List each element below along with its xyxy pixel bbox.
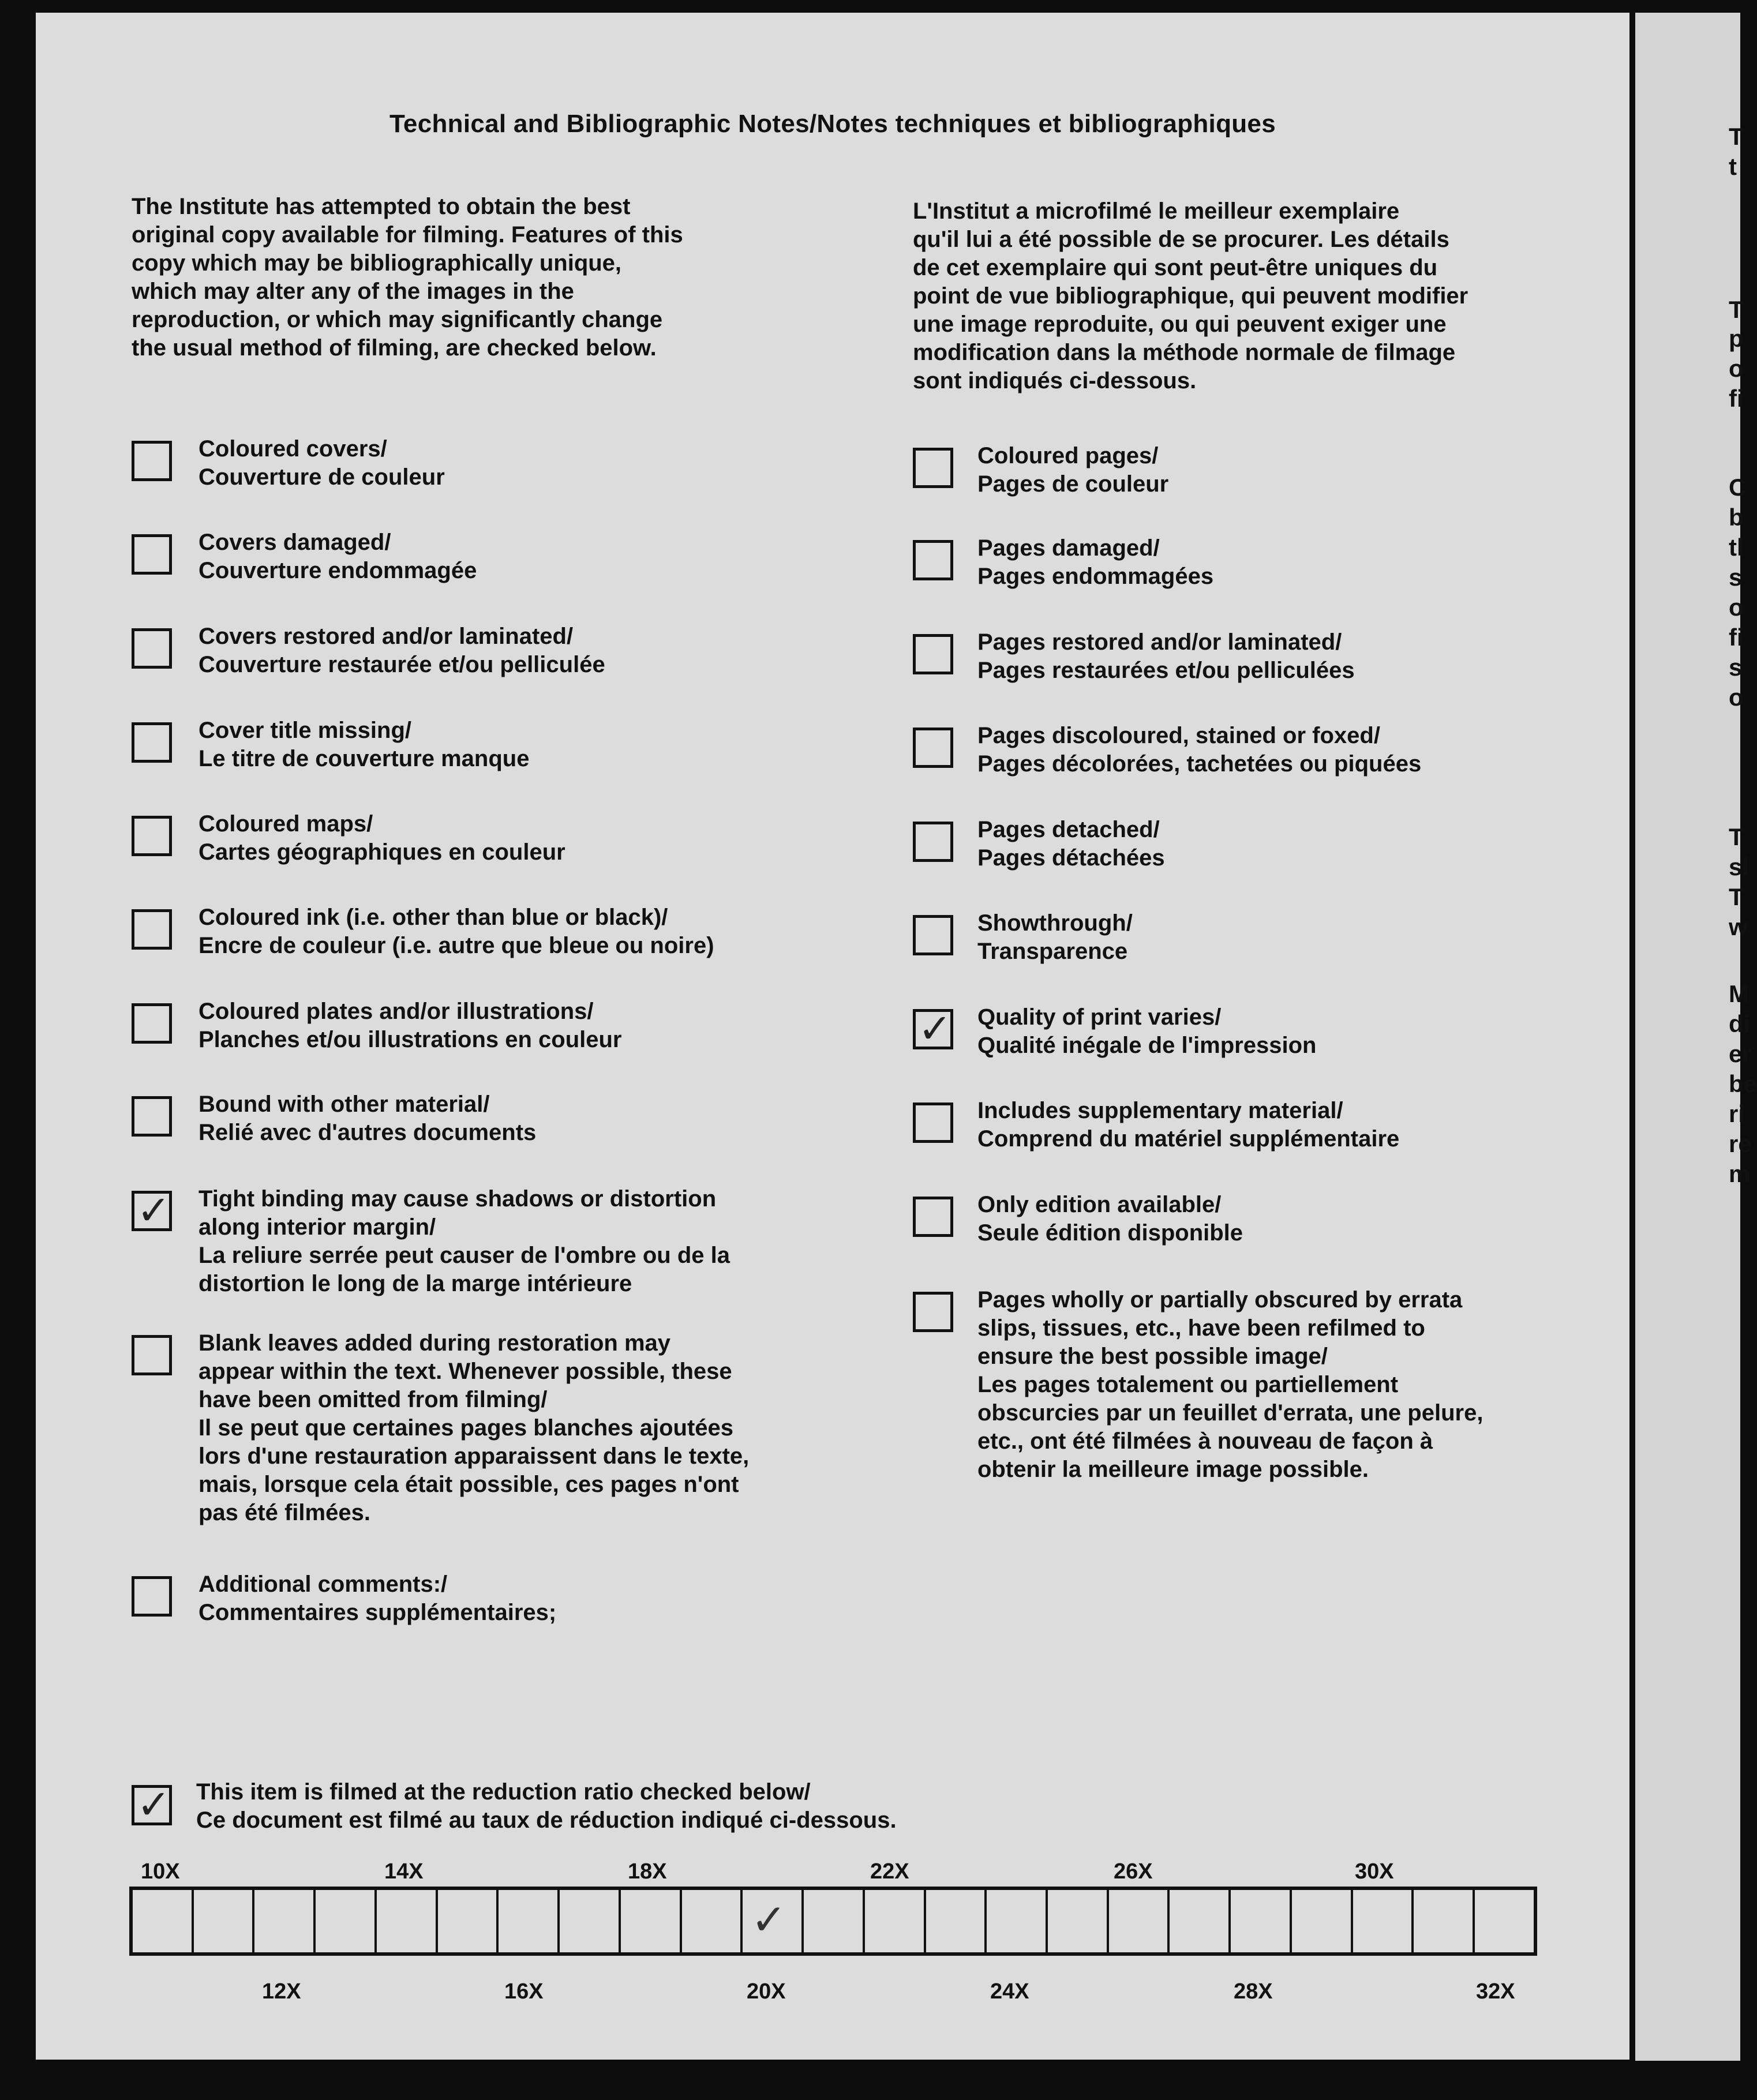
- right-checkbox-1[interactable]: [913, 540, 953, 580]
- ratio-label-bottom-4: 28X: [1234, 1979, 1273, 2004]
- notes-sheet: [36, 13, 1629, 2060]
- left-item-label-4: [198, 810, 565, 867]
- left-checkbox-8[interactable]: [132, 1187, 172, 1234]
- adjacent-page-fragment: sl: [1729, 853, 1749, 880]
- reduction-label: [196, 1778, 897, 1835]
- adjacent-page-fragment: C: [1729, 474, 1747, 501]
- ratio-cell-2[interactable]: [254, 1890, 316, 1952]
- adjacent-page-fragment: fi: [1729, 385, 1744, 412]
- adjacent-page-fragment: m: [1729, 1160, 1751, 1187]
- adjacent-page-fragment: tl: [1729, 534, 1744, 561]
- adjacent-page-fragment: T: [1729, 123, 1744, 150]
- adjacent-page-fragment: T: [1729, 296, 1744, 323]
- left-checkbox-0[interactable]: [132, 441, 172, 481]
- ratio-label-bottom-0: 12X: [262, 1979, 301, 2004]
- right-item-9-line-3: Les pages totalement ou partiellement: [977, 1372, 1399, 1397]
- left-checkbox-4[interactable]: [132, 816, 172, 856]
- adjacent-page-fragment: s: [1729, 654, 1743, 681]
- right-item-9-line-6: obtenir la meilleure image possible.: [977, 1457, 1369, 1482]
- right-item-9-line-1: slips, tissues, etc., have been refilmed to: [977, 1315, 1425, 1341]
- right-item-0-line-0: Coloured pages/: [977, 443, 1159, 468]
- right-checkbox-5[interactable]: [913, 915, 953, 955]
- right-item-label-3: [977, 722, 1421, 778]
- right-checkbox-6[interactable]: [913, 1005, 953, 1052]
- left-item-label-2: [198, 622, 605, 679]
- ratio-cell-15[interactable]: [1048, 1890, 1109, 1952]
- page-title: Technical and Bibliographic Notes/Notes techniques et bibliographiques: [389, 110, 1276, 138]
- left-item-8-line-1: along interior margin/: [198, 1214, 436, 1240]
- left-item-label-0: [198, 435, 445, 492]
- left-item-0-line-1: Couverture de couleur: [198, 464, 445, 490]
- left-item-8-line-3: distortion le long de la marge intérieure: [198, 1271, 632, 1296]
- ratio-cell-1[interactable]: [194, 1890, 255, 1952]
- ratio-cell-4[interactable]: [377, 1890, 438, 1952]
- left-item-2-line-0: Covers restored and/or laminated/: [198, 624, 574, 649]
- right-item-7-line-0: Includes supplementary material/: [977, 1098, 1343, 1123]
- check-mark-icon: ✓: [918, 1005, 952, 1052]
- left-item-9-line-0: Blank leaves added during restoration may: [198, 1330, 671, 1356]
- adjacent-page-fragment: re: [1729, 1130, 1752, 1157]
- left-item-6-line-0: Coloured plates and/or illustrations/: [198, 999, 594, 1024]
- check-mark-icon: ✓: [751, 1895, 787, 1945]
- ratio-cell-19[interactable]: [1292, 1890, 1353, 1952]
- right-item-label-2: [977, 628, 1355, 685]
- ratio-cell-20[interactable]: [1353, 1890, 1414, 1952]
- ratio-cell-0[interactable]: [133, 1890, 194, 1952]
- ratio-cell-12[interactable]: [865, 1890, 926, 1952]
- ratio-cell-11[interactable]: [804, 1890, 865, 1952]
- left-item-4-line-0: Coloured maps/: [198, 811, 373, 837]
- right-checkbox-2[interactable]: [913, 634, 953, 674]
- ratio-cell-14[interactable]: [987, 1890, 1048, 1952]
- left-item-9-line-4: lors d'une restauration apparaissent dans le texte,: [198, 1443, 750, 1469]
- right-item-0-line-1: Pages de couleur: [977, 471, 1169, 497]
- right-item-label-1: [977, 534, 1213, 591]
- left-item-9-line-3: Il se peut que certaines pages blanches ajoutées: [198, 1415, 734, 1441]
- left-item-9-line-1: appear within the text. Whenever possible, these: [198, 1359, 732, 1384]
- ratio-label-bottom-5: 32X: [1476, 1979, 1515, 2004]
- left-checkbox-9[interactable]: [132, 1335, 172, 1375]
- adjacent-page-strip: [1635, 13, 1757, 2061]
- right-item-label-4: [977, 816, 1165, 872]
- ratio-label-bottom-1: 16X: [504, 1979, 544, 2004]
- adjacent-page-fragment: b: [1729, 504, 1744, 531]
- right-item-4-line-1: Pages détachées: [977, 845, 1165, 871]
- ratio-cell-16[interactable]: [1109, 1890, 1170, 1952]
- right-item-9-line-0: Pages wholly or partially obscured by errata: [977, 1287, 1463, 1312]
- adjacent-page-fragment: s: [1729, 564, 1743, 591]
- adjacent-page-fragment: p: [1729, 325, 1744, 352]
- right-item-9-line-2: ensure the best possible image/: [977, 1344, 1328, 1369]
- ratio-label-top-3: 22X: [870, 1859, 909, 1884]
- right-item-label-8: [977, 1191, 1243, 1247]
- right-item-label-6: [977, 1003, 1316, 1060]
- left-item-10-line-0: Additional comments:/: [198, 1572, 448, 1597]
- left-item-0-line-0: Coloured covers/: [198, 436, 387, 462]
- adjacent-page-fragment: w: [1729, 913, 1748, 940]
- right-item-7-line-1: Comprend du matériel supplémentaire: [977, 1126, 1400, 1152]
- check-mark-icon: ✓: [137, 1781, 171, 1828]
- reduction-ratio-row: [129, 1887, 1537, 1956]
- ratio-label-bottom-3: 24X: [990, 1979, 1029, 2004]
- left-item-9-line-6: pas été filmées.: [198, 1500, 370, 1525]
- adjacent-page-fragment: er: [1729, 1040, 1752, 1067]
- left-item-7-line-0: Bound with other material/: [198, 1092, 490, 1117]
- left-item-2-line-1: Couverture restaurée et/ou pelliculée: [198, 652, 605, 677]
- adjacent-page-fragment: T: [1729, 883, 1744, 910]
- adjacent-page-fragment: T: [1729, 823, 1744, 850]
- left-item-label-5: [198, 903, 714, 960]
- ratio-label-top-4: 26X: [1114, 1859, 1153, 1884]
- left-checkbox-1[interactable]: [132, 534, 172, 575]
- right-item-9-line-5: etc., ont été filmées à nouveau de façon à: [977, 1428, 1433, 1454]
- right-checkbox-0[interactable]: [913, 448, 953, 488]
- left-item-3-line-1: Le titre de couverture manque: [198, 746, 530, 771]
- right-checkbox-9[interactable]: [913, 1292, 953, 1332]
- ratio-cell-7[interactable]: [560, 1890, 621, 1952]
- right-item-2-line-1: Pages restaurées et/ou pelliculées: [977, 658, 1355, 683]
- ratio-cell-18[interactable]: [1231, 1890, 1292, 1952]
- right-item-6-line-1: Qualité inégale de l'impression: [977, 1033, 1317, 1058]
- left-item-10-line-1: Commentaires supplémentaires;: [198, 1600, 557, 1625]
- left-item-1-line-1: Couverture endommagée: [198, 558, 477, 583]
- adjacent-page-fragment: ri: [1729, 1100, 1745, 1127]
- adjacent-page-fragment: M: [1729, 980, 1749, 1007]
- ratio-cell-8[interactable]: [621, 1890, 682, 1952]
- right-checkbox-7[interactable]: [913, 1102, 953, 1143]
- left-checkbox-2[interactable]: [132, 628, 172, 669]
- right-item-1-line-0: Pages damaged/: [977, 535, 1160, 561]
- left-item-label-10: [198, 1570, 556, 1627]
- adjacent-page-fragment: o: [1729, 684, 1744, 711]
- adjacent-page-fragment: o: [1729, 355, 1744, 382]
- ratio-cell-21[interactable]: [1414, 1890, 1475, 1952]
- left-checkbox-10[interactable]: [132, 1576, 172, 1617]
- left-item-1-line-0: Covers damaged/: [198, 530, 391, 555]
- left-item-8-line-2: La reliure serrée peut causer de l'ombre ou de la: [198, 1243, 730, 1268]
- left-item-label-6: [198, 997, 622, 1054]
- left-item-5-line-1: Encre de couleur (i.e. autre que bleue ou noire): [198, 933, 714, 958]
- ratio-cell-10[interactable]: [743, 1890, 804, 1952]
- intro-french: L'Institut a microfilmé le meilleur exemplaire qu'il lui a été possible de se procurer. Les détails de cet exemplaire qui sont peut-être uniques du point de vue bibliographique, qui peuvent modifier une image reproduite, ou qui peuvent exiger une modification dans la méthode normale de filmage sont indiqués ci-dessous.: [913, 198, 1468, 393]
- ratio-cell-13[interactable]: [926, 1890, 987, 1952]
- intro-english: The Institute has attempted to obtain the best original copy available for filming. Features of this copy which may be bibliographically unique, which may alter any of the images in the reproduction, or which may significantly change the usual method of filming, are checked below.: [132, 194, 683, 361]
- left-item-label-8: [198, 1185, 730, 1298]
- left-item-4-line-1: Cartes géographiques en couleur: [198, 839, 565, 865]
- right-item-6-line-0: Quality of print varies/: [977, 1004, 1222, 1030]
- adjacent-page-fragment: o: [1729, 594, 1744, 621]
- left-item-label-3: [198, 717, 529, 773]
- reduction-checkbox[interactable]: [132, 1781, 172, 1828]
- reduction-line-0: This item is filmed at the reduction ratio checked below/: [196, 1779, 811, 1805]
- adjacent-page-fragment: be: [1729, 1070, 1757, 1097]
- right-item-label-0: [977, 442, 1168, 498]
- adjacent-page-fragment: di: [1729, 1010, 1751, 1037]
- right-checkbox-8[interactable]: [913, 1197, 953, 1237]
- ratio-cell-22[interactable]: [1475, 1890, 1534, 1952]
- left-item-5-line-0: Coloured ink (i.e. other than blue or black)/: [198, 905, 668, 930]
- ratio-cell-3[interactable]: [316, 1890, 377, 1952]
- left-item-label-1: [198, 528, 477, 585]
- adjacent-page-fragment: t: [1729, 153, 1737, 180]
- left-checkbox-6[interactable]: [132, 1003, 172, 1044]
- right-checkbox-3[interactable]: [913, 727, 953, 768]
- ratio-cell-6[interactable]: [499, 1890, 560, 1952]
- right-item-1-line-1: Pages endommagées: [977, 564, 1214, 589]
- right-item-9-line-4: obscurcies par un feuillet d'errata, une pelure,: [977, 1400, 1483, 1426]
- right-item-label-7: [977, 1097, 1399, 1153]
- left-item-label-9: [198, 1329, 749, 1527]
- left-item-8-line-0: Tight binding may cause shadows or distortion: [198, 1186, 717, 1212]
- right-item-3-line-0: Pages discoloured, stained or foxed/: [977, 723, 1380, 748]
- left-item-3-line-0: Cover title missing/: [198, 718, 411, 743]
- reduction-line-1: Ce document est filmé au taux de réduction indiqué ci-dessous.: [196, 1807, 897, 1833]
- ratio-cell-9[interactable]: [682, 1890, 743, 1952]
- ratio-label-top-5: 30X: [1355, 1859, 1394, 1884]
- check-mark-icon: ✓: [137, 1187, 171, 1234]
- ratio-cell-5[interactable]: [438, 1890, 499, 1952]
- left-item-6-line-1: Planches et/ou illustrations en couleur: [198, 1027, 622, 1052]
- ratio-label-top-1: 14X: [384, 1859, 424, 1884]
- right-item-label-5: [977, 909, 1133, 966]
- right-checkbox-4[interactable]: [913, 822, 953, 862]
- right-item-5-line-0: Showthrough/: [977, 910, 1133, 936]
- ratio-label-bottom-2: 20X: [747, 1979, 786, 2004]
- left-checkbox-3[interactable]: [132, 722, 172, 763]
- ratio-label-top-0: 10X: [141, 1859, 180, 1884]
- left-item-9-line-2: have been omitted from filming/: [198, 1387, 548, 1412]
- right-item-3-line-1: Pages décolorées, tachetées ou piquées: [977, 751, 1422, 777]
- left-item-7-line-1: Relié avec d'autres documents: [198, 1120, 537, 1145]
- left-checkbox-5[interactable]: [132, 909, 172, 950]
- left-item-label-7: [198, 1090, 536, 1147]
- right-item-8-line-1: Seule édition disponible: [977, 1220, 1243, 1246]
- right-item-4-line-0: Pages detached/: [977, 817, 1160, 842]
- ratio-label-top-2: 18X: [628, 1859, 667, 1884]
- left-checkbox-7[interactable]: [132, 1096, 172, 1137]
- right-item-2-line-0: Pages restored and/or laminated/: [977, 629, 1342, 655]
- right-item-5-line-1: Transparence: [977, 939, 1128, 964]
- left-item-9-line-5: mais, lorsque cela était possible, ces pages n'ont: [198, 1472, 739, 1497]
- adjacent-page-fragment: fi: [1729, 624, 1744, 651]
- right-item-label-9: [977, 1286, 1483, 1484]
- ratio-cell-17[interactable]: [1170, 1890, 1231, 1952]
- right-item-8-line-0: Only edition available/: [977, 1192, 1222, 1217]
